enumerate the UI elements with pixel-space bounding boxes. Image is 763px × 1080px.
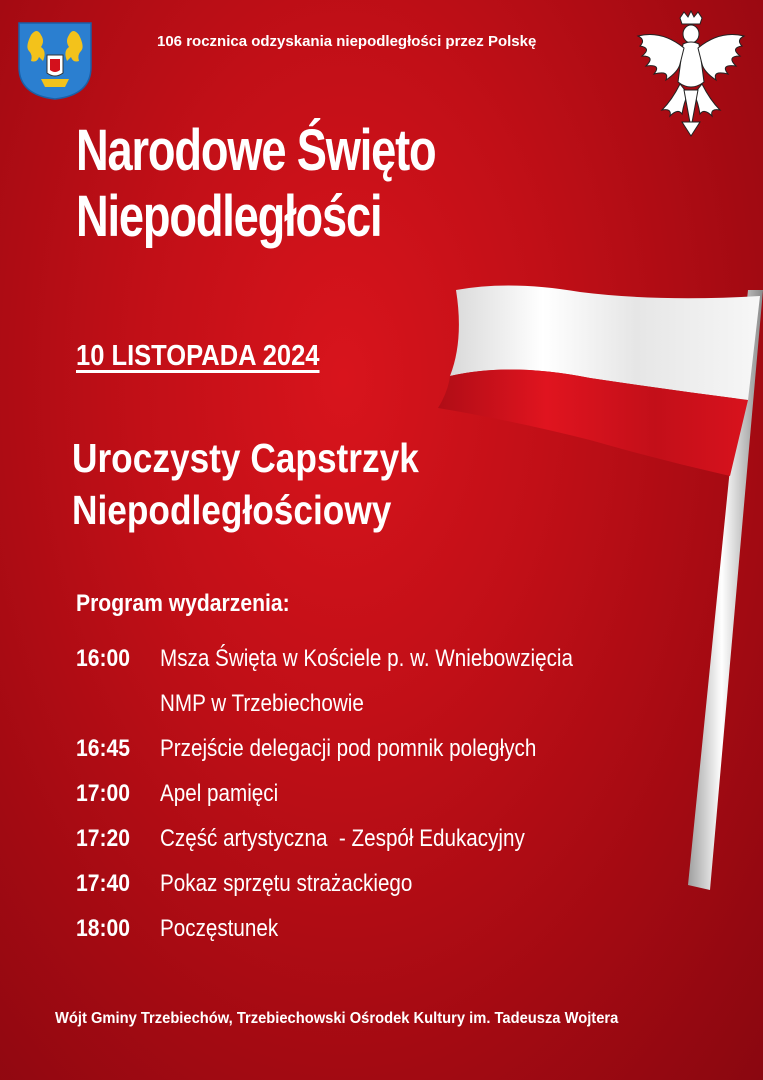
anniversary-text: 106 rocznica odzyskania niepodległości przez Polskę <box>157 33 537 50</box>
schedule-desc: Poczęstunek <box>160 915 279 942</box>
page-title <box>76 118 436 250</box>
schedule-time: 17:40 <box>76 870 131 897</box>
schedule-list <box>76 636 640 951</box>
schedule-time: 16:00 <box>76 645 131 672</box>
event-date: 10 LISTOPADA 2024 <box>76 340 320 372</box>
schedule-desc: Msza Święta w Kościele p. w. Wniebowzięcia <box>160 645 573 672</box>
schedule-desc: Część artystyczna - Zespół Edukacyjny <box>160 825 525 852</box>
schedule-time: 16:45 <box>76 735 131 762</box>
event-line-1: Uroczysty Capstrzyk <box>72 435 419 481</box>
schedule-time <box>76 681 150 726</box>
schedule-row <box>76 816 640 861</box>
schedule-row <box>76 771 640 816</box>
schedule-row <box>76 906 640 951</box>
title-line-1: Narodowe Święto <box>76 118 436 183</box>
schedule-time: 18:00 <box>76 915 131 942</box>
schedule-row <box>76 681 640 726</box>
program-heading: Program wydarzenia: <box>76 590 290 617</box>
schedule-row <box>76 636 640 681</box>
schedule-time: 17:20 <box>76 825 131 852</box>
schedule-desc: Pokaz sprzętu strażackiego <box>160 870 413 897</box>
organizers-footer: Wójt Gminy Trzebiechów, Trzebiechowski Ośrodek Kultury im. Tadeusza Wojtera <box>55 1010 619 1027</box>
schedule-row <box>76 861 640 906</box>
event-name <box>72 432 419 536</box>
schedule-row <box>76 726 640 771</box>
schedule-desc: NMP w Trzebiechowie <box>160 690 364 717</box>
event-line-2: Niepodległościowy <box>72 487 392 533</box>
schedule-desc: Przejście delegacji pod pomnik poległych <box>160 735 537 762</box>
schedule-time: 17:00 <box>76 780 131 807</box>
schedule-desc: Apel pamięci <box>160 780 279 807</box>
gmina-crest-icon <box>17 21 93 101</box>
title-line-2: Niepodległości <box>76 184 382 249</box>
polish-eagle-icon <box>632 10 750 138</box>
